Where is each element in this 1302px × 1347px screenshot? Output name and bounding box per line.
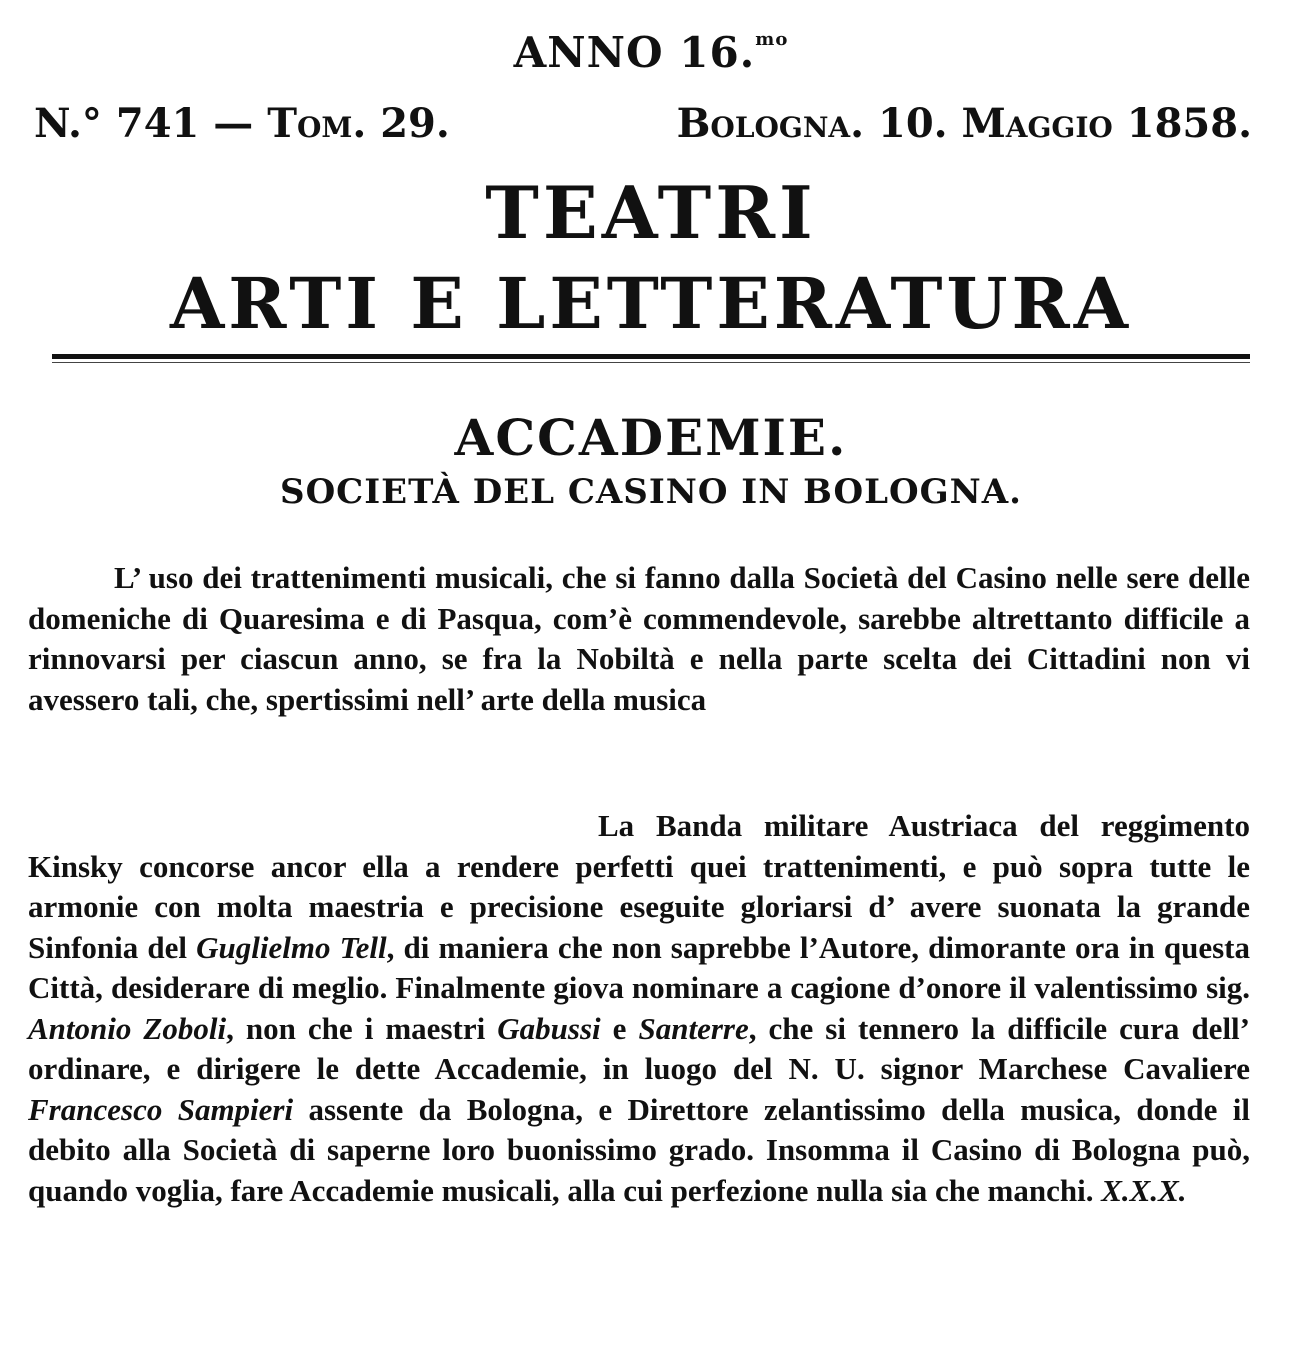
- p2-text-c: , non che i maestri: [226, 1010, 498, 1046]
- place-date: Bologna. 10. Maggio 1858.: [676, 100, 1252, 147]
- p2-text-a: La Banda militare Austriaca del reggimento Kinsky concorse ancor ella a rendere perfetti quei trattenimenti, e può sopra tutte le armonie con molta maestria e precisione eseguite gloriarsi d’ avere suonata la grande Sinfonia del: [28, 808, 1250, 965]
- article-paragraph-2: [28, 806, 1250, 1211]
- masthead-rule-thin: [52, 362, 1250, 363]
- author-signature: X.X.X.: [1101, 1172, 1187, 1208]
- section-title: ACCADEMIE.: [454, 408, 848, 467]
- opera-title: Guglielmo Tell: [196, 929, 387, 965]
- p2-text-e: , che si tennero la difficile cura dell’ ordinare, e dirigere le dette Accademie, in luogo del N. U. signor Marchese Cavaliere: [28, 1010, 1250, 1086]
- p2-text-b: , di maniera che non saprebbe l’Autore, dimorante ora in questa Città, desiderare di meglio. Finalmente giova nominare a cagione d’onore il valentissimo sig.: [28, 929, 1251, 1005]
- anno-superscript: mo: [755, 29, 789, 50]
- person-name-santerre: Santerre: [638, 1010, 749, 1046]
- person-name-zoboli: Antonio Zoboli: [28, 1010, 227, 1046]
- p2-text-d: e: [600, 1010, 639, 1046]
- masthead-rule: [52, 354, 1250, 359]
- masthead-title-line2: ARTI E LETTERATURA: [169, 262, 1133, 345]
- anno-label: ANNO 16.: [513, 28, 756, 77]
- volume-year: [0, 28, 1302, 77]
- issue-number: N.° 741 — Tom. 29.: [34, 100, 450, 147]
- p2-text-f: assente da Bologna, e Direttore zelantissimo della musica, donde il debito alla Società di saperne loro buonissimo grado. Insomma il Casino di Bologna può, quando voglia, fare Accademie musicali, alla cui perfezione nulla sia che manchi.: [28, 1091, 1250, 1208]
- person-name-gabussi: Gabussi: [497, 1010, 601, 1046]
- person-name-sampieri: Francesco Sampieri: [28, 1091, 294, 1127]
- article-paragraph-1: L’ uso dei trattenimenti musicali, che si fanno dalla Società del Casino nelle sere delle domeniche di Quaresima e di Pasqua, com’è commendevole, sarebbe altrettanto difficile a rinnovarsi per ciascun anno, se fra la Nobiltà e nella parte scelta dei Cittadini non vi avessero tali, che, spertissimi nell’ arte della musica: [28, 560, 1250, 717]
- masthead-title-line1: TEATRI: [485, 170, 817, 255]
- section-subtitle: SOCIETÀ DEL CASINO IN BOLOGNA.: [280, 472, 1022, 512]
